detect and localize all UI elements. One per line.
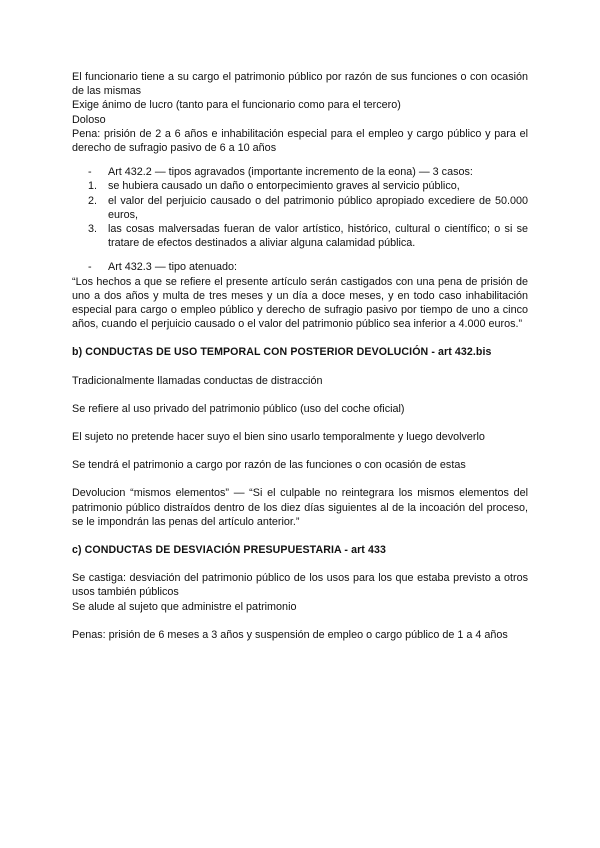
paragraph-patrimonio-cargo: Se tendrá el patrimonio a cargo por razón de las funciones o con ocasión de estas bbox=[72, 459, 466, 472]
aggravated-cases-list bbox=[72, 179, 528, 250]
list-number: 2. bbox=[88, 194, 98, 207]
dash-bullet: - bbox=[88, 166, 92, 179]
paragraph-uso-privado: Se refiere al uso privado del patrimonio público (uso del coche oficial) bbox=[72, 402, 405, 415]
art-432-3-item bbox=[72, 260, 528, 274]
paragraph-penas: Penas: prisión de 6 meses a 3 años y suspensión de empleo o cargo público de 1 a 4 años bbox=[72, 628, 508, 641]
paragraph-sujeto: Se alude al sujeto que administre el patrimonio bbox=[72, 600, 297, 613]
section-b-heading: b) CONDUCTAS DE USO TEMPORAL CON POSTERIOR DEVOLUCIÓN - art 432.bis bbox=[72, 346, 492, 359]
list-item bbox=[72, 179, 528, 193]
list-item-text: las cosas malversadas fueran de valor artístico, histórico, cultural o científico; o si se tratare de efectos destinados a aliviar alguna calamidad pública. bbox=[108, 223, 528, 250]
list-item-text: el valor del perjuicio causado o del patrimonio público apropiado excediere de 50.000 euros, bbox=[108, 194, 528, 221]
paragraph-pena: Pena: prisión de 2 a 6 años e inhabilitación especial para el empleo y cargo público y para el derecho de sufragio pasivo de 6 a 10 años bbox=[72, 127, 528, 155]
paragraph-lucro: Exige ánimo de lucro (tanto para el funcionario como para el tercero) bbox=[72, 99, 401, 112]
paragraph-distraccion: Tradicionalmente llamadas conductas de distracción bbox=[72, 374, 323, 387]
list-number: 1. bbox=[88, 180, 98, 193]
paragraph-devolverlo: El sujeto no pretende hacer suyo el bien sino usarlo temporalmente y luego devolverlo bbox=[72, 431, 485, 444]
art-432-3-quote: “Los hechos a que se refiere el presente artículo serán castigados con una pena de prisión de uno a dos años y multa de tres meses y un día a doce meses, y en todo caso inhabilitación especial para cargo o empleo público y derecho de sufragio pasivo por tiempo de uno a cinco años, cuando el perjuicio causado o el valor del patrimonio público sea inferior a 4.000 euros.” bbox=[72, 275, 528, 331]
list-number: 3. bbox=[88, 223, 98, 236]
document-page bbox=[72, 70, 528, 642]
paragraph-doloso: Doloso bbox=[72, 113, 106, 126]
art-432-3-title: Art 432.3 — tipo atenuado: bbox=[108, 261, 238, 274]
paragraph-devolucion: Devolucion “mismos elementos” — “Si el culpable no reintegrara los mismos elementos del patrimonio público distraídos dentro de los diez días siguientes al de la incoación del proceso, se le impondrán las penas del artículo anterior.” bbox=[72, 487, 528, 528]
section-c-heading: c) CONDUCTAS DE DESVIACIÓN PRESUPUESTARIA - art 433 bbox=[72, 544, 386, 557]
art-432-2-title: Art 432.2 — tipos agravados (importante incremento de la eona) — 3 casos: bbox=[108, 166, 473, 179]
list-item bbox=[72, 222, 528, 250]
list-item bbox=[72, 194, 528, 222]
paragraph-castiga: Se castiga: desviación del patrimonio público de los usos para los que estaba previsto a otros usos también públicos bbox=[72, 572, 528, 599]
art-432-2-item bbox=[72, 165, 528, 179]
paragraph-cargo: El funcionario tiene a su cargo el patrimonio público por razón de sus funciones o con ocasión de las mismas bbox=[72, 71, 528, 98]
list-item-text: se hubiera causado un daño o entorpecimiento graves al servicio público, bbox=[108, 180, 460, 193]
dash-bullet: - bbox=[88, 261, 92, 274]
